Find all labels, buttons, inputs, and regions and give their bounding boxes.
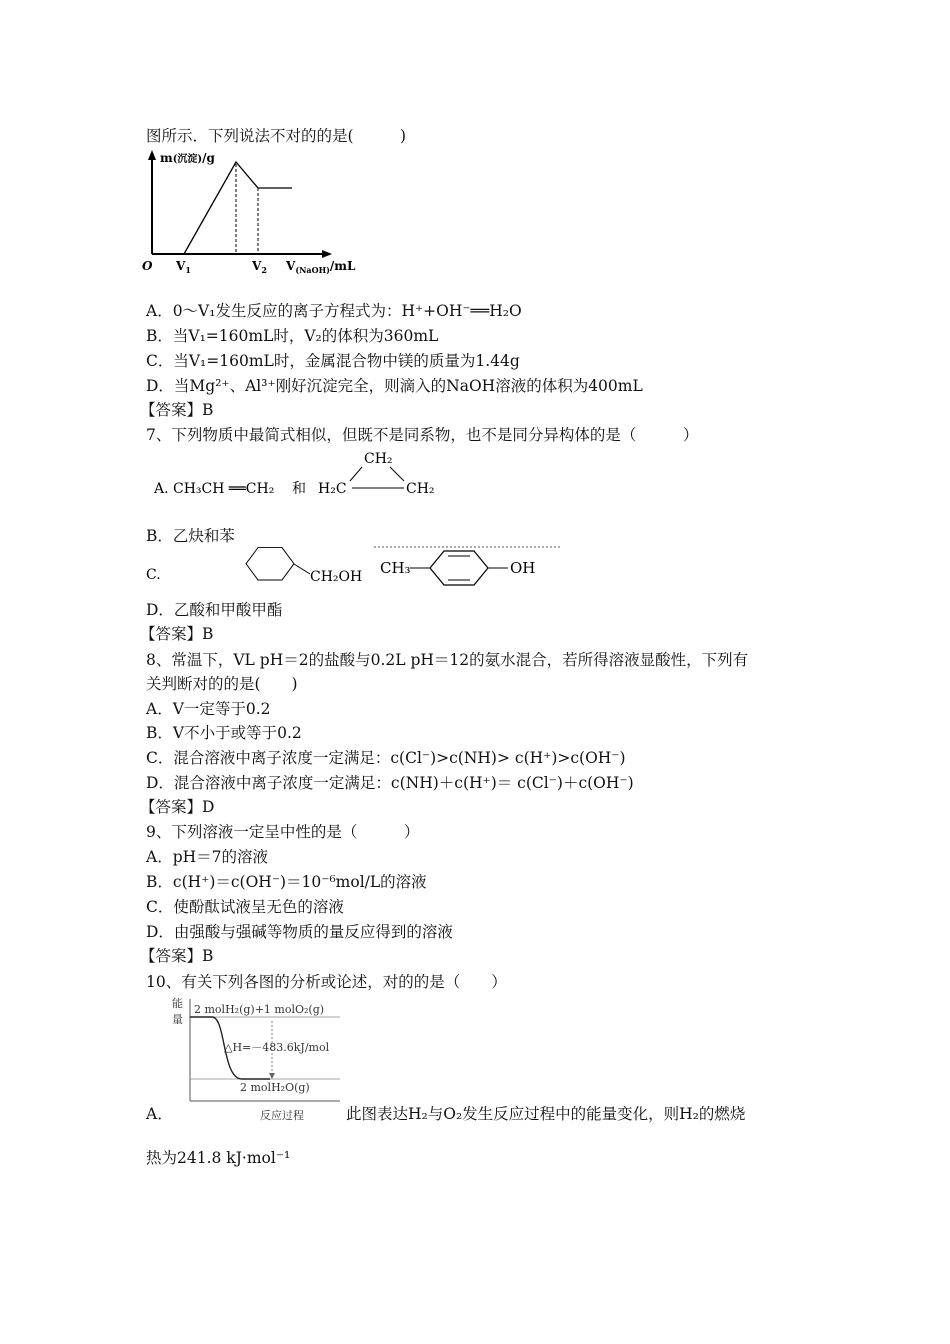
ring-top-ch2: CH₂ (364, 451, 393, 467)
q10-option-a-text: 此图表达H₂与O₂发生反应过程中的能量变化，则H₂的燃烧 (346, 1105, 746, 1123)
q7-option-a-structures (150, 445, 450, 505)
ring-bond-left (350, 467, 362, 481)
propene-formula: A. CH₃CH ══CH₂ (154, 481, 275, 497)
benzyl-ch2oh: CH₂OH (310, 569, 363, 585)
q7-option-c-structures (140, 543, 570, 593)
energy-axis-label-2: 量 (172, 1013, 183, 1026)
q8-option-d: D．混合溶液中离子浓度一定满足：c(NH)＋c(H⁺)＝ c(Cl⁻)＋c(OH⁻) (146, 774, 634, 792)
q6-option-c: C．当V₁=160mL时，金属混合物中镁的质量为1.44g (146, 352, 520, 370)
x-axis-label: $V_{(NaOH)}/mL$ (286, 259, 356, 275)
cresol-ch3: CH₃ (380, 559, 411, 577)
q9-stem: 9、下列溶液一定呈中性的是（ ） (146, 823, 420, 841)
q9-option-d: D．由强酸与强碱等物质的量反应得到的溶液 (146, 923, 453, 941)
ring-left-h2c: H₂C (318, 481, 347, 497)
q7-option-d: D．乙酸和甲酸甲酯 (146, 601, 283, 619)
question-intro: 图所示．下列说法不对的的是( ) (146, 127, 407, 145)
reactant-label: 2 molH₂(g)+1 molO₂(g) (194, 1003, 325, 1016)
ring-bond-right (390, 467, 404, 481)
q10-option-a-text2: 热为241.8 kJ·mol⁻¹ (146, 1149, 291, 1167)
q10-stem: 10、有关下列各图的分析或论述，对的的是（ ） (146, 973, 507, 991)
product-label: 2 molH₂O(g) (240, 1081, 310, 1094)
q6-answer: 【答案】B (140, 401, 214, 419)
energy-axis-label-1: 能 (172, 997, 183, 1010)
v1-label: $V_1$ (176, 259, 191, 275)
q7-answer: 【答案】B (140, 625, 214, 643)
origin-label: O (142, 259, 153, 273)
q6-option-b: B．当V₁=160mL时，V₂的体积为360mL (146, 327, 439, 345)
q8-option-c: C．混合溶液中离子浓度一定满足：c(Cl⁻)>c(NH)> c(H⁺)>c(OH⁻) (146, 749, 626, 767)
x-axis-arrow (322, 250, 332, 258)
y-axis-label: m(沉淀)/g (160, 151, 215, 165)
benzene-ring-left (246, 548, 294, 580)
q9-answer: 【答案】B (140, 947, 214, 965)
option-c-label: C. (146, 567, 161, 583)
precipitate-graph (140, 148, 380, 278)
q8-stem-line1: 8、常温下，VL pH＝2的盐酸与0.2L pH＝12的氨水混合，若所得溶液显酸性，下列有 (146, 651, 749, 669)
cresol-oh: OH (510, 559, 536, 577)
q7-stem: 7、下列物质中最简式相似，但既不是同系物，也不是同分异构体的是（ ） (146, 426, 699, 444)
q8-answer: 【答案】D (140, 798, 215, 816)
q6-option-d: D．当Mg²⁺、Al³⁺刚好沉淀完全，则滴入的NaOH溶液的体积为400mL (146, 377, 643, 395)
q10-option-a-label: A． (146, 1105, 173, 1123)
q9-option-a: A．pH＝7的溶液 (146, 848, 268, 866)
q8-option-b: B．V不小于或等于0.2 (146, 724, 302, 742)
q7-option-b: B．乙炔和苯 (146, 527, 235, 545)
q6-option-a: A．0～V₁发生反应的离子方程式为：H⁺+OH⁻══H₂O (146, 302, 522, 320)
y-axis-arrow (148, 150, 156, 160)
delta-h-label: △H=－483.6kJ/mol (224, 1041, 330, 1054)
energy-diagram (170, 995, 350, 1125)
v2-label: $V_2$ (252, 259, 267, 275)
and-label: 和 (292, 481, 306, 497)
q9-option-b: B．c(H⁺)＝c(OH⁻)＝10⁻⁶mol/L的溶液 (146, 873, 427, 891)
dh-arrow-head (269, 1073, 275, 1079)
q8-stem-line2: 关判断对的的是( ) (146, 675, 298, 693)
q8-option-a: A．V一定等于0.2 (146, 700, 271, 718)
ring-right-ch2: CH₂ (406, 481, 435, 497)
precipitate-curve (184, 162, 292, 254)
benzene-bond-left (294, 564, 310, 574)
q9-option-c: C．使酚酞试液呈无色的溶液 (146, 898, 344, 916)
reaction-progress-label: 反应过程 (260, 1109, 304, 1122)
